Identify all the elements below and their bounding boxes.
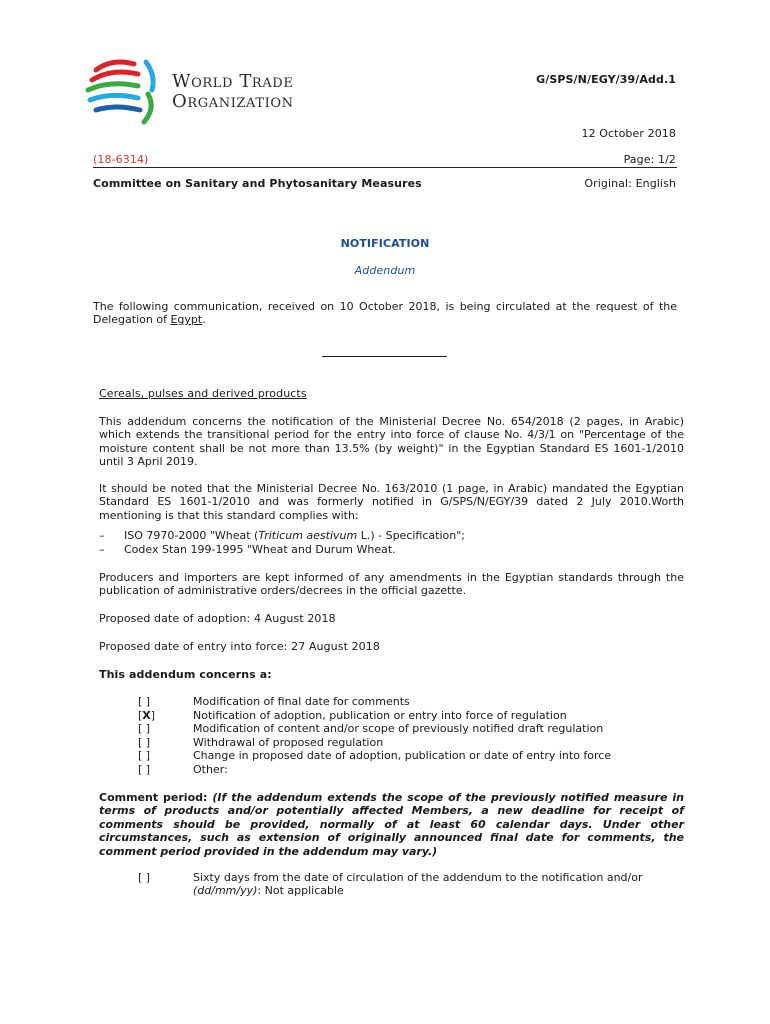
intro-text: The following communication, received on 10 October 2018, is being circulated at the request of the Delegation of	[93, 300, 677, 327]
document-symbol: G/SPS/N/EGY/39/Add.1	[536, 73, 676, 86]
checkbox-modification-content[interactable]: [ ]	[138, 722, 151, 735]
body-paragraph-3: Producers and importers are kept informed of any amendments in the Egyptian standards through the publication of administrative orders/decrees in the official gazette.	[99, 571, 684, 598]
checkbox-notification-adoption[interactable]: [X]	[138, 709, 156, 722]
comment-option-line2	[193, 884, 688, 897]
list-item	[99, 529, 105, 542]
list-item-text-end: L.) - Specification";	[357, 529, 465, 542]
org-name-line2: Organization	[172, 91, 294, 112]
addendum-subtitle: Addendum	[354, 264, 416, 277]
header-rule	[93, 167, 677, 168]
separator-line	[322, 356, 447, 357]
option-label: Withdrawal of proposed regulation	[193, 736, 384, 749]
org-name-line1: World Trade	[172, 71, 294, 92]
list-item	[99, 543, 105, 556]
option-label: Other:	[193, 763, 228, 776]
checkbox-change-date[interactable]: [ ]	[138, 749, 151, 762]
comment-period-text: (If the addendum extends the scope of the previously notified measure in terms of products and/or potentially affected Members, a new deadline for receipt of comments should be provided, normally of at least 60 calendar days. Under other circumstances, such as extension of originally announced final date for comments, the comment period provided in the addendum may vary.)	[99, 791, 684, 858]
intro-paragraph	[93, 300, 677, 327]
notifying-member: Egypt	[170, 313, 203, 327]
checkbox-modification-final-date[interactable]: [ ]	[138, 695, 151, 708]
option-label: Notification of adoption, publication or entry into force of regulation	[193, 709, 567, 722]
checkbox-sixty-days[interactable]: [ ]	[138, 871, 151, 884]
body-paragraph-2: It should be noted that the Ministerial Decree No. 163/2010 (1 page, in Arabic) mandated the Egyptian Standard ES 1601-1/2010 and was formerly notified in G/SPS/N/EGY/39 dated 2 July 2010.Worth mentioning is that this standard complies with:	[99, 482, 684, 522]
body-paragraph-1: This addendum concerns the notification of the Ministerial Decree No. 654/2018 (2 pages, in Arabic) which extends the transitional period for the entry into force of clause No. 4/3/1 on "Percentage of the moisture content shall be not more than 13.5% (by weight)" in the Egyptian Standard ES 1601-1/2010 until 3 April 2019.	[99, 415, 684, 469]
document-date: 12 October 2018	[581, 127, 676, 140]
list-item-text: Codex Stan 199-1995 "Wheat and Durum Wheat.	[124, 543, 396, 556]
document-number: (18-6314)	[93, 153, 149, 166]
product-heading: Cereals, pulses and derived products	[99, 387, 307, 400]
checkbox-withdrawal[interactable]: [ ]	[138, 736, 151, 749]
comment-period-label: Comment period:	[99, 791, 208, 804]
species-name: Triticum aestivum	[258, 529, 358, 542]
committee-name: Committee on Sanitary and Phytosanitary Measures	[93, 177, 422, 190]
option-label: Change in proposed date of adoption, publication or date of entry into force	[193, 749, 612, 762]
checkbox-other[interactable]: [ ]	[138, 763, 151, 776]
notification-title: NOTIFICATION	[340, 237, 430, 250]
original-language: Original: English	[584, 177, 676, 190]
option-label: Modification of final date for comments	[193, 695, 410, 708]
entry-into-force-date: Proposed date of entry into force: 27 August 2018	[99, 640, 380, 653]
adoption-date: Proposed date of adoption: 4 August 2018	[99, 612, 336, 625]
comment-option-line1: Sixty days from the date of circulation of the addendum to the notification and/or	[193, 871, 643, 884]
date-format-label: (dd/mm/yy)	[193, 884, 258, 898]
wto-logo	[82, 56, 334, 132]
comment-option-text	[193, 871, 688, 898]
list-dash: –	[99, 529, 105, 542]
option-label: Modification of content and/or scope of previously notified draft regulation	[193, 722, 604, 735]
list-item-text-start: ISO 7970-2000 "Wheat (	[124, 529, 259, 542]
intro-text-end: .	[202, 313, 206, 327]
list-item-text	[124, 529, 465, 542]
wto-logo-icon	[82, 56, 162, 132]
page-indicator: Page: 1/2	[623, 153, 676, 166]
comment-option-value: : Not applicable	[257, 884, 344, 898]
comment-period-paragraph	[99, 791, 684, 858]
concerns-heading: This addendum concerns a:	[99, 668, 272, 681]
list-dash: –	[99, 543, 105, 556]
